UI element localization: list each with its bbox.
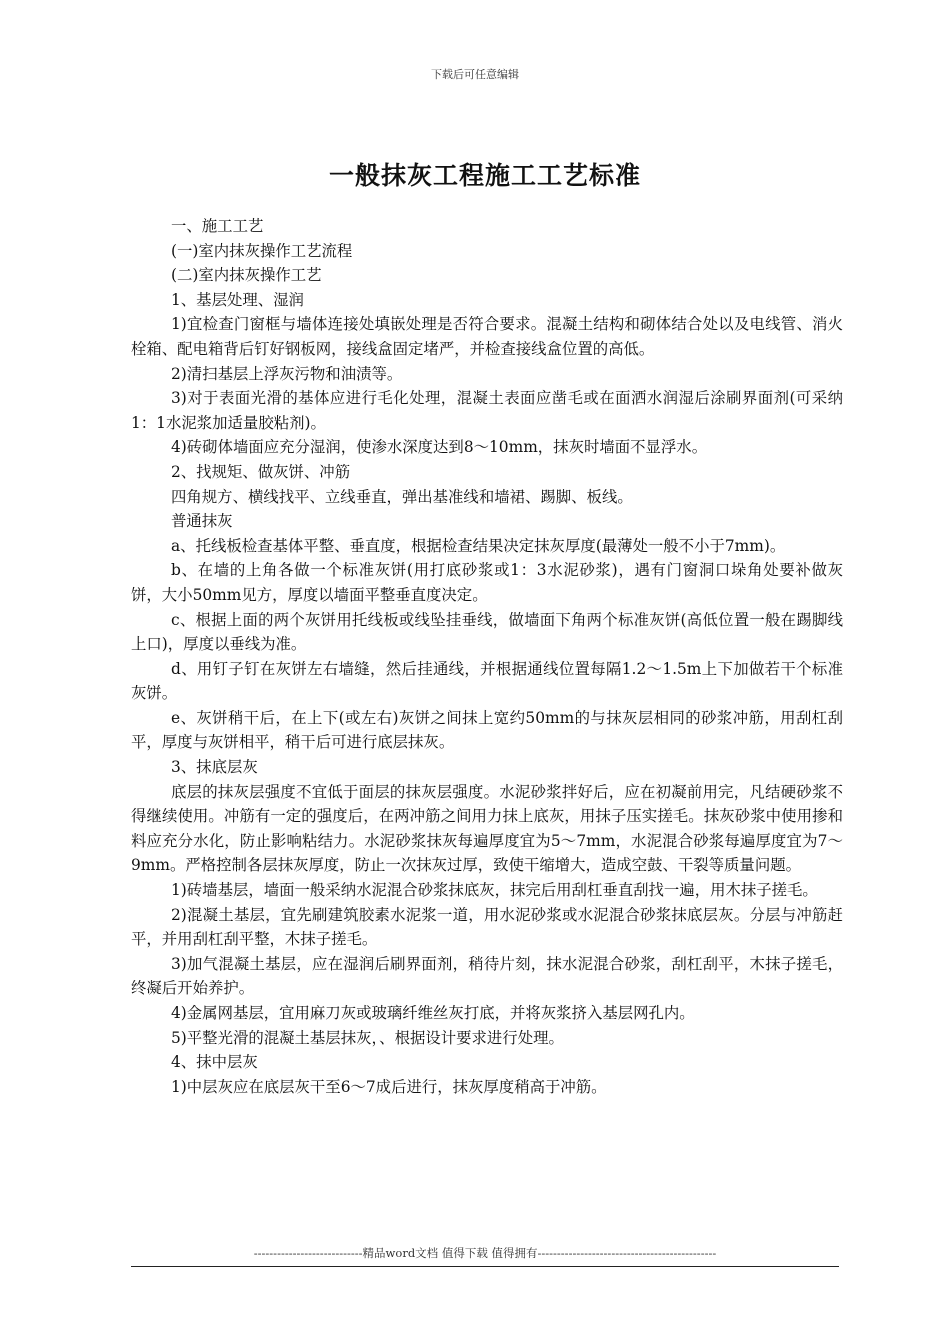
paragraph: (一)室内抹灰操作工艺流程 — [171, 241, 353, 260]
footer — [131, 1245, 839, 1267]
paragraph: 3)加气混凝土基层，应在湿润后刷界面剂，稍待片刻，抹水泥混合砂浆，刮杠刮平，木抹子搓毛，终凝后开始养护。 — [131, 954, 843, 998]
paragraph: 4)砖砌体墙面应充分湿润，使渗水深度达到8～10mm，抹灰时墙面不显浮水。 — [171, 438, 708, 457]
footer-text: ----------------------------精品word文档 值得下载 值得拥有---------------------------------------------- — [253, 1246, 717, 1260]
paragraph: 1、基层处理、湿润 — [171, 290, 304, 309]
paragraph: 3)对于表面光滑的基体应进行毛化处理，混凝土表面应凿毛或在面洒水润湿后涂刷界面剂(可采纳1：1水泥浆加适量胶粘剂)。 — [131, 389, 843, 432]
paragraph: a、托线板检查基体平整、垂直度，根据检查结果决定抹灰厚度(最薄处一般不小于7mm)。 — [171, 536, 786, 555]
footer-rule — [131, 1266, 839, 1267]
paragraph: e、灰饼稍干后，在上下(或左右)灰饼之间抹上宽约50mm的与抹灰层相同的砂浆冲筋，用刮杠刮平，厚度与灰饼相平，稍干后可进行底层抹灰。 — [131, 708, 843, 752]
paragraph: b、在墙的上角各做一个标准灰饼(用打底砂浆或1：3水泥砂浆)，遇有门窗洞口垛角处要补做灰饼，大小50mm见方，厚度以墙面平整垂直度决定。 — [131, 561, 843, 604]
paragraph: (二)室内抹灰操作工艺 — [171, 266, 322, 285]
paragraph: 1)砖墙基层，墙面一般采纳水泥混合砂浆抹底灰，抹完后用刮杠垂直刮找一遍，用木抹子搓毛。 — [171, 881, 818, 900]
paragraph: 1)宜检查门窗框与墙体连接处填嵌处理是否符合要求。混凝土结构和砌体结合处以及电线管、消火栓箱、配电箱背后钉好钢板网，接线盒固定堵严，并检查接线盒位置的高低。 — [131, 315, 843, 358]
header-note: 下载后可任意编辑 — [431, 68, 519, 81]
paragraph: 3、抹底层灰 — [171, 758, 258, 777]
paragraph: 5)平整光滑的混凝土基层抹灰，、根据设计要求进行处理。 — [171, 1028, 564, 1047]
document-body — [131, 214, 843, 1099]
paragraph: 1)中层灰应在底层灰干至6～7成后进行，抹灰厚度稍高于冲筋。 — [171, 1077, 607, 1096]
paragraph: 底层的抹灰层强度不宜低于面层的抹灰层强度。水泥砂浆拌好后，应在初凝前用完，凡结硬砂浆不得继续使用。冲筋有一定的强度后，在两冲筋之间用力抹上底灰，用抹子压实搓毛。抹灰砂浆中使用掺和料应充分水化，防止影响粘结力。水泥砂浆抹灰每遍厚度宜为5～7mm，水泥混合砂浆每遍厚度宜为7～9mm。严格控制各层抹灰厚度，防止一次抹灰过厚，致使干缩增大，造成空鼓、干裂等质量问题。 — [131, 782, 843, 875]
paragraph: 4)金属网基层，宜用麻刀灰或玻璃纤维丝灰打底，并将灰浆挤入基层网孔内。 — [171, 1004, 695, 1022]
paragraph: 普通抹灰 — [171, 512, 233, 531]
paragraph: 2)混凝土基层，宜先刷建筑胶素水泥浆一道，用水泥砂浆或水泥混合砂浆抹底层灰。分层与冲筋赶平，并用刮杠刮平整，木抹子搓毛。 — [131, 905, 843, 949]
paragraph: c、根据上面的两个灰饼用托线板或线坠挂垂线，做墙面下角两个标准灰饼(高低位置一般在踢脚线上口)，厚度以垂线为准。 — [131, 610, 843, 654]
document-title: 一般抹灰工程施工工艺标准 — [328, 161, 641, 190]
paragraph: 2)清扫基层上浮灰污物和油渍等。 — [171, 364, 403, 383]
paragraph: 4、抹中层灰 — [171, 1053, 258, 1072]
paragraph: 四角规方、横线找平、立线垂直，弹出基准线和墙裙、踢脚、板线。 — [171, 487, 633, 506]
paragraph: 一、施工工艺 — [171, 217, 264, 235]
paragraph: 2、找规矩、做灰饼、冲筋 — [171, 462, 351, 481]
paragraph: d、用钉子钉在灰饼左右墙缝，然后挂通线，并根据通线位置每隔1.2～1.5m上下加做若干个标准灰饼。 — [131, 659, 843, 703]
